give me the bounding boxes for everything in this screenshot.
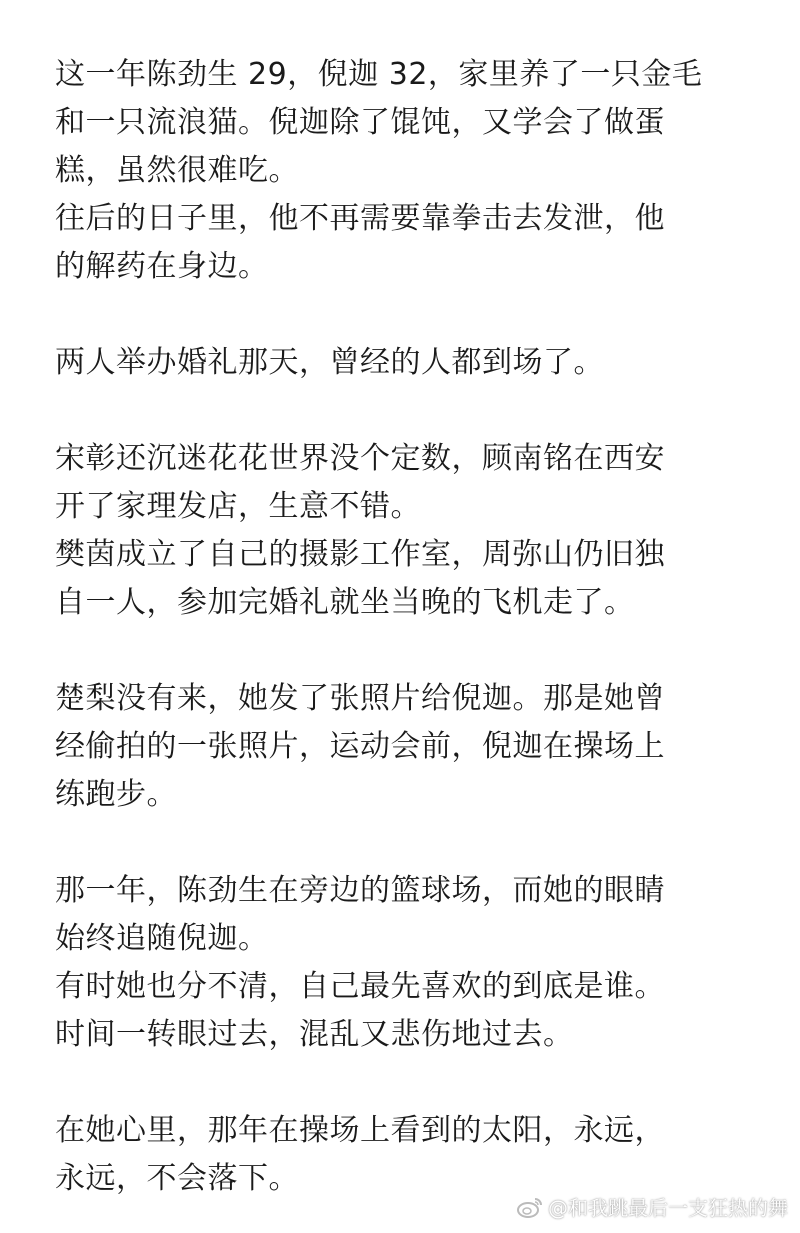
paragraph-gap: [55, 291, 775, 339]
paragraph-gap: [55, 387, 775, 435]
watermark: [516, 1192, 788, 1221]
document-body: [55, 51, 775, 1203]
text-line: 开了家理发店，生意不错。: [55, 489, 421, 524]
paragraph-gap: [55, 1059, 775, 1107]
text-line: 楚梨没有来，她发了张照片给倪迦。那是她曾: [55, 681, 665, 716]
weibo-logo-icon: [516, 1196, 544, 1218]
text-line: 经偷拍的一张照片，运动会前，倪迦在操场上: [55, 729, 665, 764]
paragraph: [55, 435, 775, 627]
text-line: 永远，不会落下。: [55, 1161, 299, 1196]
text-line: 那一年，陈劲生在旁边的篮球场，而她的眼睛: [55, 873, 665, 908]
paragraph: [55, 1107, 775, 1203]
text-line: 两人举办婚礼那天，曾经的人都到场了。: [55, 345, 604, 380]
text-line: 的解药在身边。: [55, 249, 269, 284]
text-line: 在她心里，那年在操场上看到的太阳，永远，: [55, 1113, 665, 1148]
text-line: 和一只流浪猫。倪迦除了馄饨，又学会了做蛋: [55, 105, 665, 140]
text-line: 往后的日子里，他不再需要靠拳击去发泄，他: [55, 201, 665, 236]
text-line: 糕，虽然很难吃。: [55, 153, 299, 188]
text-line: 练跑步。: [55, 777, 177, 812]
text-line: 有时她也分不清，自己最先喜欢的到底是谁。: [55, 969, 665, 1004]
text-line: 时间一转眼过去，混乱又悲伤地过去。: [55, 1017, 574, 1052]
text-line: 这一年陈劲生 29，倪迦 32，家里养了一只金毛: [55, 57, 703, 92]
watermark-text: @和我跳最后一支狂热的舞: [548, 1196, 788, 1220]
paragraph: [55, 51, 775, 291]
paragraph: [55, 339, 775, 387]
text-line: 宋彰还沉迷花花世界没个定数，顾南铭在西安: [55, 441, 665, 476]
text-line: 自一人，参加完婚礼就坐当晚的飞机走了。: [55, 585, 635, 620]
paragraph: [55, 867, 775, 1059]
text-line: 始终追随倪迦。: [55, 921, 269, 956]
paragraph-gap: [55, 819, 775, 867]
paragraph: [55, 675, 775, 819]
paragraph-gap: [55, 627, 775, 675]
text-line: 樊茵成立了自己的摄影工作室，周弥山仍旧独: [55, 537, 665, 572]
